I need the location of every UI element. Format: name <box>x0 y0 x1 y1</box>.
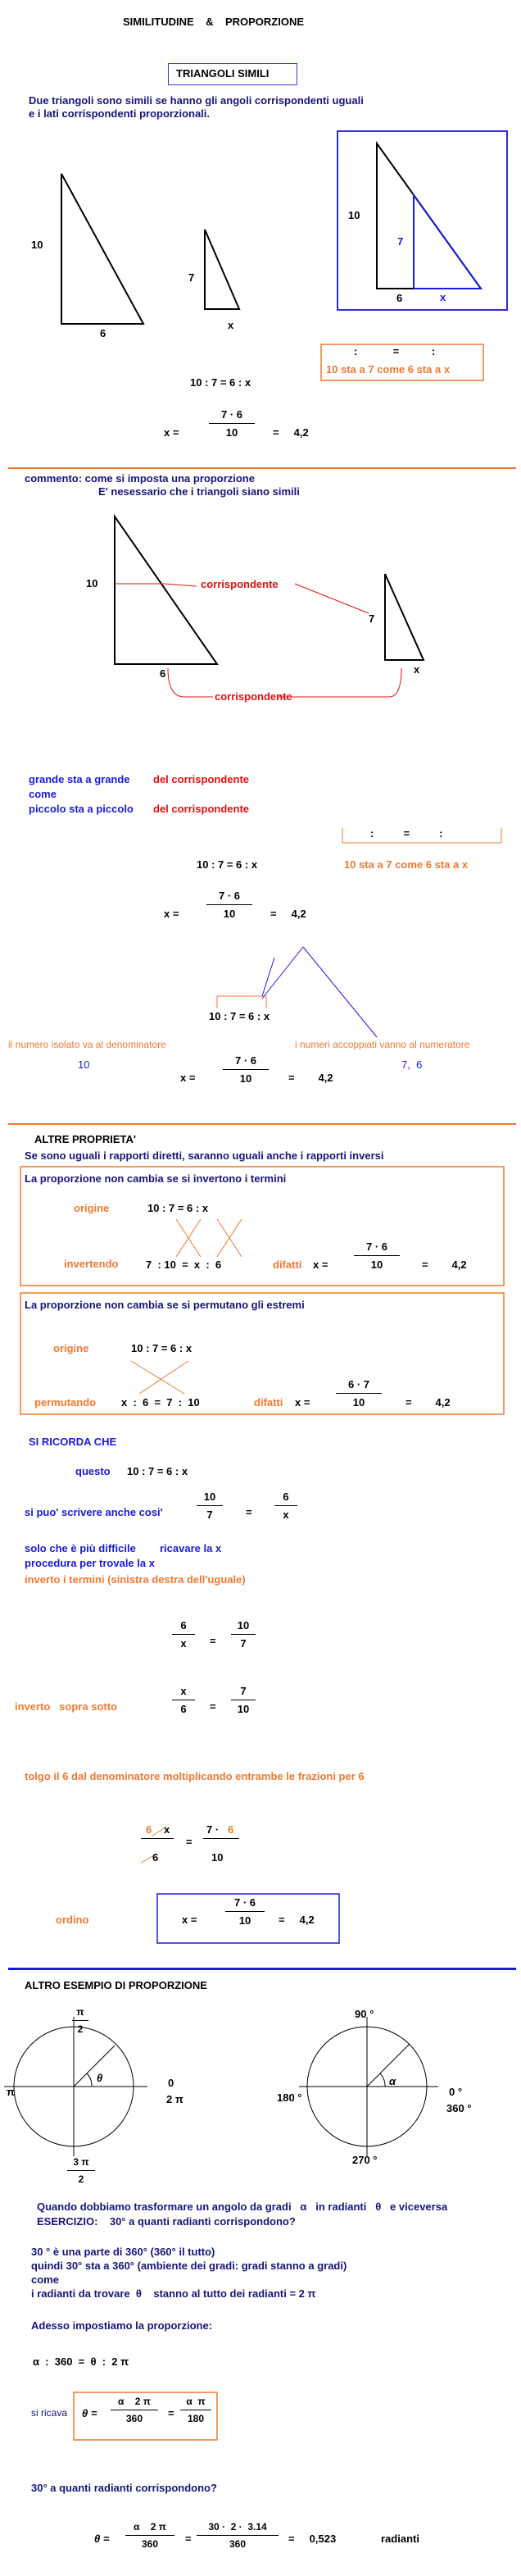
s-result: = 0,523 <box>288 2533 337 2545</box>
s-frac-2: 30 · 2 · 3.14 360 <box>197 2521 279 2550</box>
angles-p3: come <box>31 2273 59 2286</box>
c1-right-label-a: 0 <box>168 2077 174 2089</box>
definition-line-2: e i lati corrispondenti proporzionali. <box>29 107 211 120</box>
c1-left-label: π <box>7 2086 15 2098</box>
box1-title: La proporzione non cambia se si invertono i termini <box>25 1172 287 1185</box>
swap-eq: = <box>210 1700 216 1713</box>
cancel-num2-b: 6 <box>228 1823 234 1836</box>
divider-2 <box>8 1123 516 1125</box>
eq2-proportion: 10 : 7 = 6 : x <box>197 858 258 871</box>
eq3-note-right-val: 7, 6 <box>401 1058 423 1071</box>
comment-line-2: E' nesessario che i triangoli siano simili <box>98 485 300 498</box>
cancel-bar-2 <box>203 1838 239 1839</box>
c1-bottom-label: 3 π 2 <box>67 2156 95 2185</box>
c1-angle-label: θ <box>97 2072 103 2084</box>
cancel-num2-a: 7 · <box>206 1823 220 1836</box>
difficile-a: solo che è più difficile <box>25 1542 136 1554</box>
eq2-result: = 4,2 <box>270 908 306 920</box>
cancel-den-2: 10 <box>211 1851 224 1864</box>
inv-eq: = <box>210 1635 216 1647</box>
r-lhs: θ = <box>82 2407 97 2419</box>
eq3-arrow-line-3 <box>262 947 303 999</box>
box2-lhs: x = <box>295 1396 310 1409</box>
box2-origin-label: origine <box>53 1342 89 1354</box>
eq3-arrow-line-2 <box>303 947 377 1037</box>
eq1-lhs: x = <box>164 426 179 439</box>
eq3-proportion: 10 : 7 = 6 : x <box>209 1010 270 1022</box>
angles-esercizio: ESERCIZIO: 30° a quanti radianti corrispondono? <box>37 2215 296 2228</box>
ricorda-frac-1: 10 7 <box>197 1491 223 1521</box>
connector-a2 <box>295 584 369 613</box>
c2-left-label: 180 ° <box>277 2091 302 2104</box>
small-triangle <box>205 230 239 309</box>
angles-p2: quindi 30° sta a 360° (ambiente dei gradi: gradi stanno a gradi) <box>31 2260 347 2272</box>
comment-line-1: commento: come si imposta una proporzione <box>25 472 255 485</box>
questo-proportion: 10 : 7 = 6 : x <box>127 1465 188 1477</box>
box1-difatti: difatti <box>273 1258 302 1271</box>
final-lhs: x = <box>182 1914 197 1926</box>
tolgo-text: tolgo il 6 dal denominatore moltiplicando entrambe le frazioni per 6 <box>25 1770 365 1782</box>
box1-result: = 4,2 <box>422 1258 467 1271</box>
inverto-sopra-sotto: inverto sopra sotto <box>15 1700 117 1713</box>
box2-perm-label: permutando <box>34 1396 97 1409</box>
angles-p1: 30 ° è una parte di 360° (360° il tutto) <box>31 2246 215 2258</box>
comment-big-base: 6 <box>160 667 166 680</box>
c1-top-label: π 2 <box>72 2006 88 2035</box>
swap-frac-1: x 6 <box>172 1685 195 1715</box>
divider-1 <box>8 467 516 469</box>
rule-line-3a: piccolo sta a piccolo <box>29 803 134 815</box>
ordino-label: ordino <box>56 1914 89 1926</box>
comment-small-height: 7 <box>369 612 375 625</box>
box1-inverted: 7 : 10 = x : 6 <box>146 1258 222 1271</box>
big-base-label: 6 <box>100 327 106 339</box>
big-height-label: 10 <box>31 239 43 251</box>
page-title: SIMILITUDINE & PROPORZIONE <box>123 16 305 28</box>
props-title: ALTRE PROPRIETA' <box>34 1133 136 1145</box>
cancel-num-a: 6 <box>146 1823 152 1836</box>
s-frac-1: α 2 π 360 <box>125 2521 174 2550</box>
eq3-note-left: il numero isolato va al denominatore <box>8 1039 166 1050</box>
scrivere-text: si puo' scrivere anche cosi' <box>25 1506 163 1518</box>
cancel-den: 6 <box>152 1851 159 1864</box>
angles-impostiamo: Adesso impostiamo la proporzione: <box>31 2319 213 2332</box>
rule-line-1a: grande sta a grande <box>29 773 130 785</box>
inv-frac-1: 6 x <box>172 1619 195 1650</box>
box1-fraction: 7 · 6 10 <box>354 1240 400 1271</box>
angles-proportion: α : 360 = θ : 2 π <box>33 2355 129 2368</box>
eq1-proportion: 10 : 7 = 6 : x <box>190 376 251 389</box>
box1-origin-label: origine <box>74 1202 110 1214</box>
s-unit: radianti <box>381 2533 419 2545</box>
box2-permuted: x : 6 = 7 : 10 <box>121 1396 200 1409</box>
inset-small-triangle <box>414 195 481 289</box>
cancel-num-b: x <box>164 1823 170 1836</box>
props-intro: Se sono uguali i rapporti diretti, saranno uguali anche i rapporti inversi <box>25 1149 384 1162</box>
eq3-lhs: x = <box>180 1072 196 1084</box>
connector-a <box>115 584 197 586</box>
inv-frac-2: 10 7 <box>231 1619 256 1650</box>
inset-box <box>338 131 507 310</box>
corresp-label-b: corrispondente <box>215 690 292 703</box>
comment-small-triangle <box>385 574 424 660</box>
inset-base-big: 6 <box>396 292 403 304</box>
box1-lhs: x = <box>313 1258 328 1271</box>
final-fraction: 7 · 6 10 <box>225 1896 265 1927</box>
big-triangle <box>61 174 143 324</box>
corresp-label-a: corrispondente <box>201 578 279 590</box>
box1-origin: 10 : 7 = 6 : x <box>147 1202 209 1214</box>
eq3-result: = 4,2 <box>288 1072 333 1084</box>
definition-line-1: Due triangoli sono simili se hanno gli angoli corrispondenti uguali <box>29 94 364 107</box>
procedura-text: procedura per trovale la x <box>25 1557 155 1569</box>
cancel-bar <box>141 1838 174 1839</box>
box2-difatti: difatti <box>254 1396 283 1409</box>
box1-inv-label: invertendo <box>64 1258 119 1270</box>
comment-big-height: 10 <box>86 577 98 589</box>
box2-fraction: 6 · 7 10 <box>336 1378 382 1409</box>
s-eq: = <box>185 2533 192 2545</box>
box2-result: = 4,2 <box>405 1396 451 1409</box>
ricorda-eq: = <box>246 1506 252 1518</box>
eq2-fraction: 7 · 6 10 <box>206 890 252 920</box>
hint2-text: 10 sta a 7 come 6 sta a x <box>344 858 469 871</box>
inset-base-small: x <box>440 291 446 303</box>
box2-origin: 10 : 7 = 6 : x <box>131 1342 193 1354</box>
rule-line-1b: del corrispondente <box>153 773 250 785</box>
eq2-lhs: x = <box>164 908 179 920</box>
questo-label: questo <box>75 1465 111 1477</box>
angles-p4: i radianti da trovare θ stanno al tutto dei radianti = 2 π <box>31 2287 316 2300</box>
cancel-eq: = <box>186 1836 193 1848</box>
divider-3 <box>8 1968 516 1970</box>
eq3-note-left-val: 10 <box>78 1058 90 1071</box>
eq3-bracket <box>217 996 266 1008</box>
eq1-result: = 4,2 <box>273 426 309 439</box>
final-result: = 4,2 <box>279 1914 315 1926</box>
r-eq: = <box>168 2407 174 2419</box>
si-ricava-label: si ricava <box>31 2407 68 2419</box>
c2-right-label-a: 0 ° <box>449 2086 463 2098</box>
r-frac-1: α 2 π 360 <box>111 2396 158 2424</box>
c2-angle-label: α <box>389 2075 396 2087</box>
c2-bottom-label: 270 ° <box>352 2154 378 2166</box>
ricorda-title: SI RICORDA CHE <box>29 1436 117 1448</box>
eq3-fraction: 7 · 6 10 <box>223 1054 269 1085</box>
hint2-colons: : = : <box>370 827 443 840</box>
inset-height-big: 10 <box>348 209 360 221</box>
rule-line-2: come <box>29 788 57 800</box>
eq1-fraction: 7 · 6 10 <box>209 408 255 439</box>
small-height-label: 7 <box>188 271 195 284</box>
hint1-text: 10 sta a 7 come 6 sta a x <box>326 363 451 375</box>
s-lhs: θ = <box>94 2533 110 2545</box>
ricorda-frac-2: 6 x <box>274 1491 297 1521</box>
comment-small-base: x <box>414 663 420 676</box>
angles-q1: Quando dobbiamo trasformare un angolo da gradi α in radianti θ e viceversa <box>37 2201 448 2213</box>
c1-right-label-b: 2 π <box>166 2093 183 2105</box>
section-title: TRIANGOLI SIMILI <box>176 67 270 80</box>
inverto-text: inverto i termini (sinistra destra dell'uguale) <box>25 1573 246 1586</box>
c2-right-label-b: 360 ° <box>446 2102 472 2114</box>
swap-frac-2: 7 10 <box>231 1685 256 1715</box>
c2-top-label: 90 ° <box>355 2008 374 2020</box>
inset-height-small: 7 <box>397 235 404 248</box>
hint1-colons: : = : <box>354 345 436 357</box>
r-frac-2: α π 180 <box>180 2396 211 2424</box>
angles-title: ALTRO ESEMPIO DI PROPORZIONE <box>25 1979 207 1991</box>
eq3-note-right: i numeri accoppiati vanno al numeratore <box>295 1039 470 1050</box>
small-base-label: x <box>228 319 234 331</box>
difficile-b: ricavare la x <box>160 1542 222 1554</box>
angles-q2: 30° a quanti radianti corrispondono? <box>31 2482 217 2494</box>
box2-title: La proporzione non cambia se si permutano gli estremi <box>25 1299 305 1311</box>
rule-line-3b: del corrispondente <box>153 803 250 815</box>
